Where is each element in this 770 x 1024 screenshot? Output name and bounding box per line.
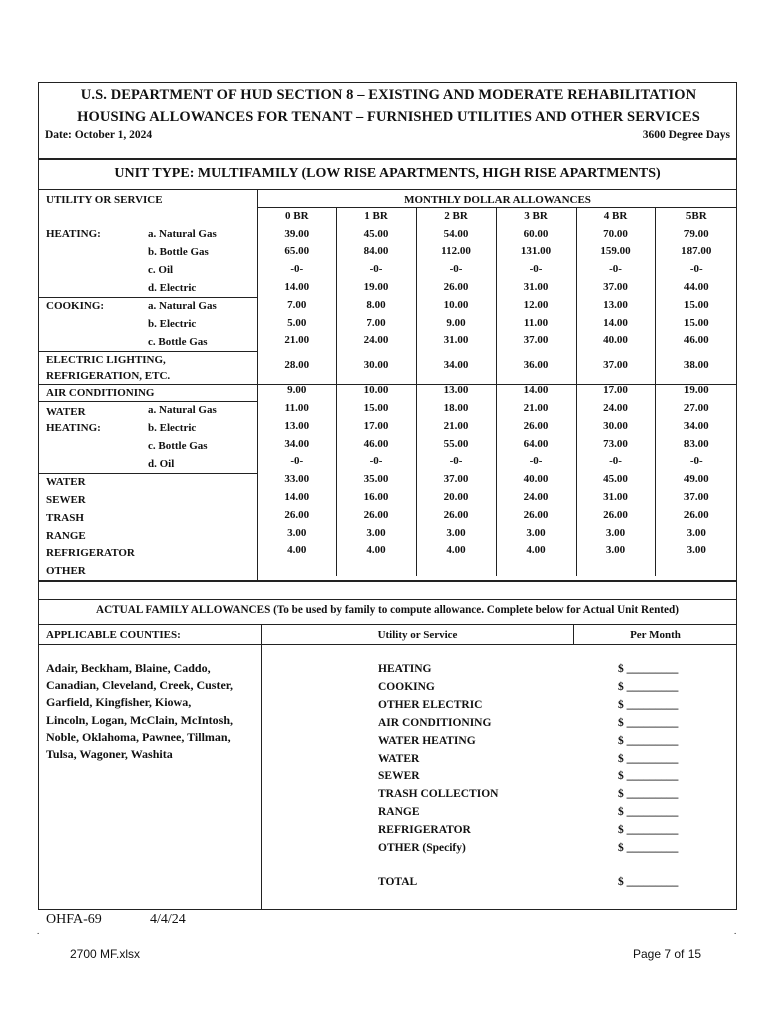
amount-blank[interactable]: $ _________	[618, 752, 679, 765]
allowance-cell: 73.00	[576, 435, 655, 453]
allowance-cell: 15.00	[655, 296, 737, 314]
table-row	[258, 332, 737, 350]
service-item: RANGE	[378, 806, 420, 819]
allowance-cell[interactable]	[258, 559, 336, 576]
allowance-cell: 46.00	[336, 435, 416, 453]
allowance-cell: -0-	[336, 260, 416, 278]
allowance-cell: 4.00	[416, 542, 496, 560]
allowance-cell: 30.00	[576, 417, 655, 435]
allowance-cell: 33.00	[284, 473, 310, 486]
allowance-cell: 159.00	[576, 243, 655, 261]
table-row	[258, 243, 737, 261]
allowance-cell: 31.00	[496, 278, 576, 296]
allowance-cell: -0-	[416, 260, 496, 278]
column-header: 5BR	[655, 207, 737, 225]
table-row	[258, 470, 737, 488]
amount-blank[interactable]: $ _________	[618, 770, 679, 783]
allowance-cell: 26.00	[576, 506, 655, 524]
divider-counties	[261, 624, 262, 910]
table-row	[258, 296, 737, 314]
allowance-cell: 131.00	[496, 243, 576, 261]
allowance-cell: 26.00	[496, 506, 576, 524]
allowance-cell: 40.00	[576, 332, 655, 350]
allowance-cell: 26.00	[284, 508, 310, 521]
allowance-cell: 37.00	[416, 470, 496, 488]
allowance-cell: -0-	[416, 453, 496, 471]
amount-blank[interactable]: $ _________	[618, 716, 679, 729]
per-month-column-header: Per Month	[630, 629, 681, 641]
allowance-cell: 14.00	[284, 281, 310, 294]
allowance-cell: 10.00	[416, 296, 496, 314]
allowance-cell: 14.00	[496, 381, 576, 399]
allowance-cell: 28.00	[284, 359, 310, 372]
allowance-cell: 36.00	[496, 349, 576, 381]
allowance-cell: 24.00	[576, 399, 655, 417]
column-header: 0 BR	[284, 209, 309, 222]
service-item: TRASH COLLECTION	[378, 788, 499, 801]
allowance-cell: 19.00	[655, 381, 737, 399]
allowance-cell: 20.00	[416, 488, 496, 506]
allowance-cell: 112.00	[416, 243, 496, 261]
amount-blank[interactable]: $ _________	[618, 680, 679, 693]
column-header: 4 BR	[576, 207, 655, 225]
allowance-cell: 11.00	[496, 314, 576, 332]
water-heating-label-2: HEATING:	[46, 422, 101, 434]
allowance-cell: 24.00	[336, 332, 416, 350]
allowance-cell: 14.00	[576, 314, 655, 332]
allowance-cell: -0-	[290, 263, 304, 276]
allowance-cell: 21.00	[496, 399, 576, 417]
water-heating-label-1: WATER	[46, 406, 86, 418]
allowance-cell: 13.00	[416, 381, 496, 399]
rule-electric	[38, 384, 258, 385]
service-item: REFRIGERATOR	[378, 824, 471, 837]
amount-blank[interactable]: $ _________	[618, 806, 679, 819]
column-header: 2 BR	[416, 207, 496, 225]
allowance-cell: 45.00	[576, 470, 655, 488]
allowance-cell: 3.00	[336, 524, 416, 542]
allowance-cell: 24.00	[496, 488, 576, 506]
table-row	[258, 260, 737, 278]
allowance-cell: 7.00	[336, 314, 416, 332]
table-row	[258, 453, 737, 471]
heating-oil: c. Oil	[148, 264, 174, 276]
cooking-bottle-gas: c. Bottle Gas	[148, 336, 208, 348]
allowance-cell: -0-	[336, 453, 416, 471]
total-label: TOTAL	[378, 876, 418, 888]
county-line: Adair, Beckham, Blaine, Caddo,	[46, 661, 211, 675]
allowance-cell: 70.00	[576, 225, 655, 243]
allowance-cell: -0-	[496, 260, 576, 278]
allowance-cell: 45.00	[336, 225, 416, 243]
allowance-cell: 4.00	[496, 542, 576, 560]
electric-lighting-label-1: ELECTRIC LIGHTING,	[46, 354, 166, 366]
rule-actual-columns	[38, 644, 737, 645]
water-heating-natural-gas: a. Natural Gas	[148, 404, 217, 416]
table-row	[258, 314, 737, 332]
amount-blank[interactable]: $ _________	[618, 842, 679, 854]
water-heating-electric: b. Electric	[148, 422, 197, 434]
allowance-cell: 49.00	[655, 470, 737, 488]
allowance-cell: 55.00	[416, 435, 496, 453]
unit-type-heading: UNIT TYPE: MULTIFAMILY (LOW RISE APARTMENTS, HIGH RISE APARTMENTS)	[114, 166, 661, 181]
allowance-cell: 37.00	[655, 488, 737, 506]
water-heating-oil: d. Oil	[148, 458, 175, 470]
page-number: Page 7 of 15	[633, 947, 702, 961]
allowance-cell: 83.00	[655, 435, 737, 453]
water-heating-bottle-gas: c. Bottle Gas	[148, 440, 208, 452]
allowance-cell: 4.00	[287, 544, 307, 557]
rule-actual-top	[38, 599, 737, 600]
allowance-cell[interactable]	[576, 559, 655, 576]
service-item: COOKING	[378, 680, 435, 693]
file-name: 2700 MF.xlsx	[70, 947, 141, 961]
allowance-cell: 37.00	[576, 349, 655, 381]
allowance-cell: 26.00	[655, 506, 737, 524]
table-row	[258, 349, 737, 381]
rule-unit-type	[38, 189, 737, 190]
allowance-cell: 16.00	[336, 488, 416, 506]
allowance-cell: 12.00	[496, 296, 576, 314]
allowance-cell: 3.00	[655, 524, 737, 542]
monthly-allowances-header: MONTHLY DOLLAR ALLOWANCES	[404, 194, 591, 206]
allowance-cell: 187.00	[655, 243, 737, 261]
allowance-cell: 31.00	[576, 488, 655, 506]
allowance-cell: 5.00	[287, 316, 307, 329]
allowance-cell: 4.00	[336, 542, 416, 560]
county-line: Canadian, Cleveland, Creek, Custer,	[46, 678, 234, 693]
table-row	[258, 506, 737, 524]
table-row	[258, 381, 737, 399]
allowance-cell: 26.00	[496, 417, 576, 435]
allowance-cell: 10.00	[336, 381, 416, 399]
allowance-cell: 3.00	[655, 542, 737, 560]
allowance-cell: 26.00	[416, 506, 496, 524]
cooking-label: COOKING:	[46, 300, 105, 312]
table-row	[258, 542, 737, 560]
allowance-cell: 65.00	[284, 245, 310, 258]
allowance-cell: -0-	[655, 260, 737, 278]
allowance-cell: 35.00	[336, 470, 416, 488]
allowance-cell: 17.00	[336, 417, 416, 435]
form-date: Date: October 1, 2024	[45, 129, 153, 141]
rule-water-heating	[38, 473, 258, 474]
heating-electric: d. Electric	[148, 282, 197, 294]
allowance-cell: 13.00	[576, 296, 655, 314]
allowance-cell: -0-	[576, 260, 655, 278]
allowance-cell: 26.00	[416, 278, 496, 296]
allowance-cell: 37.00	[576, 278, 655, 296]
table-row	[258, 225, 737, 243]
corner-dot-right: .	[734, 926, 737, 936]
allowance-cell: 13.00	[284, 419, 310, 432]
allowance-cell: 14.00	[284, 491, 310, 504]
allowance-cell: 79.00	[655, 225, 737, 243]
allowance-cell: 64.00	[496, 435, 576, 453]
allowance-cell: 3.00	[287, 526, 307, 539]
sewer-label: SEWER	[46, 494, 86, 506]
degree-days: 3600 Degree Days	[642, 129, 730, 141]
service-item: AIR CONDITIONING	[378, 716, 492, 729]
service-item: HEATING	[378, 663, 432, 675]
amount-blank[interactable]: $ _________	[618, 734, 679, 747]
allowance-table	[258, 207, 737, 576]
allowance-cell: 9.00	[287, 384, 307, 397]
heating-natural-gas: a. Natural Gas	[148, 228, 217, 240]
applicable-counties-header: APPLICABLE COUNTIES:	[46, 629, 181, 641]
table-row	[258, 417, 737, 435]
water-label: WATER	[46, 476, 86, 488]
total-amount-blank[interactable]: $ _________	[618, 876, 679, 888]
counties-list	[46, 660, 261, 763]
rule-actual-heading	[38, 624, 737, 625]
form-title-line-2: HOUSING ALLOWANCES FOR TENANT – FURNISHED UTILITIES AND OTHER SERVICES	[77, 109, 700, 125]
allowance-cell: 84.00	[336, 243, 416, 261]
allowance-cell: 15.00	[336, 399, 416, 417]
table-row	[258, 435, 737, 453]
allowance-cell: 21.00	[416, 417, 496, 435]
allowance-cell: 27.00	[655, 399, 737, 417]
allowance-cell: 11.00	[284, 402, 309, 415]
allowance-cell: 34.00	[284, 437, 310, 450]
amount-blank[interactable]: $ _________	[618, 663, 679, 675]
allowance-cell: 60.00	[496, 225, 576, 243]
service-item: SEWER	[378, 770, 420, 783]
actual-allowances-heading: ACTUAL FAMILY ALLOWANCES (To be used by family to compute allowance. Complete below for Actual Unit Rented)	[96, 604, 679, 616]
allowance-cell: 21.00	[284, 334, 310, 347]
county-line: Noble, Oklahoma, Pawnee, Tillman,	[46, 729, 231, 744]
air-conditioning-label: AIR CONDITIONING	[46, 387, 155, 399]
rule-heating	[38, 297, 258, 298]
rule-header	[38, 158, 737, 160]
table-row	[258, 524, 737, 542]
service-item: WATER	[378, 752, 420, 765]
allowance-cell: 9.00	[416, 314, 496, 332]
amount-blank[interactable]: $ _________	[618, 698, 679, 711]
column-header-row	[258, 207, 737, 225]
allowance-cell: 39.00	[284, 227, 310, 240]
allowance-cell: 15.00	[655, 314, 737, 332]
cooking-natural-gas: a. Natural Gas	[148, 300, 217, 312]
form-revision-date: 4/4/24	[150, 912, 186, 927]
allowance-cell: 46.00	[655, 332, 737, 350]
refrigerator-label: REFRIGERATOR	[46, 547, 135, 559]
allowance-cell: 26.00	[336, 506, 416, 524]
allowance-cell: 3.00	[416, 524, 496, 542]
allowance-cell: 7.00	[287, 298, 307, 311]
column-header: 1 BR	[336, 207, 416, 225]
form-title-line-1: U.S. DEPARTMENT OF HUD SECTION 8 – EXISTING AND MODERATE REHABILITATION	[80, 87, 697, 103]
allowance-cell: 34.00	[655, 417, 737, 435]
allowance-cell: 38.00	[655, 349, 737, 381]
allowance-cell[interactable]	[416, 559, 496, 576]
allowance-cell: 44.00	[655, 278, 737, 296]
allowance-cell: -0-	[496, 453, 576, 471]
allowance-cell: 3.00	[576, 542, 655, 560]
allowance-cell: 19.00	[336, 278, 416, 296]
corner-dot-left: .	[37, 926, 40, 936]
table-row	[258, 559, 737, 576]
column-header: 3 BR	[496, 207, 576, 225]
county-line: Tulsa, Wagoner, Washita	[46, 747, 173, 762]
table-row	[258, 488, 737, 506]
allowance-cell: 18.00	[416, 399, 496, 417]
rule-cooking	[38, 351, 258, 352]
allowance-cell: 8.00	[336, 296, 416, 314]
allowance-cell: 3.00	[496, 524, 576, 542]
service-item: WATER HEATING	[378, 734, 476, 747]
allowance-cell: 37.00	[496, 332, 576, 350]
allowance-cell: -0-	[290, 455, 304, 468]
allowance-cell[interactable]	[496, 559, 576, 576]
allowance-cell: -0-	[655, 453, 737, 471]
table-row	[258, 278, 737, 296]
cooking-electric: b. Electric	[148, 318, 197, 330]
allowance-cell: -0-	[576, 453, 655, 471]
allowance-cell: 34.00	[416, 349, 496, 381]
allowance-cell[interactable]	[336, 559, 416, 576]
trash-label: TRASH	[46, 512, 84, 524]
allowance-cell: 3.00	[576, 524, 655, 542]
rule-ac	[38, 401, 258, 402]
allowance-cell[interactable]	[655, 559, 737, 576]
allowance-cell: 31.00	[416, 332, 496, 350]
rule-table-bottom	[38, 580, 737, 582]
form-number: OHFA-69	[46, 912, 102, 927]
service-item: OTHER (Specify)	[378, 842, 466, 854]
heating-bottle-gas: b. Bottle Gas	[148, 246, 209, 258]
allowance-cell: 40.00	[496, 470, 576, 488]
amount-blank[interactable]: $ _________	[618, 788, 679, 801]
electric-lighting-label-2: REFRIGERATION, ETC.	[46, 370, 171, 382]
amount-blank[interactable]: $ _________	[618, 824, 679, 837]
utility-service-header: UTILITY OR SERVICE	[46, 194, 163, 206]
table-row	[258, 399, 737, 417]
allowance-cell: 30.00	[336, 349, 416, 381]
utility-service-column-header: Utility or Service	[377, 629, 458, 641]
allowance-cell: 17.00	[576, 381, 655, 399]
county-line: Lincoln, Logan, McClain, McIntosh,	[46, 712, 234, 727]
county-line: Garfield, Kingfisher, Kiowa,	[46, 695, 192, 710]
other-label: OTHER	[46, 565, 86, 577]
heating-label: HEATING:	[46, 228, 101, 240]
allowance-cell: 54.00	[416, 225, 496, 243]
range-label: RANGE	[46, 530, 86, 542]
service-item: OTHER ELECTRIC	[378, 698, 483, 711]
